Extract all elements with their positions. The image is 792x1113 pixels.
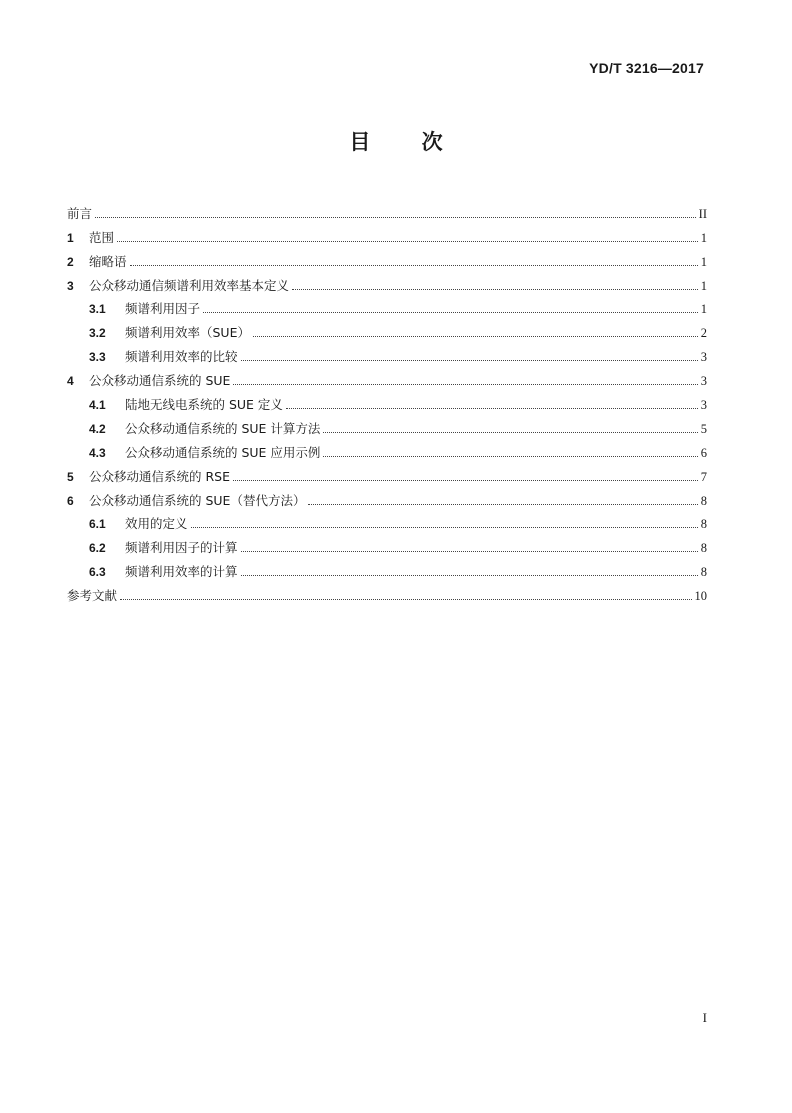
toc-entry[interactable] (67, 532, 707, 556)
toc-dot-leader (308, 503, 697, 505)
table-of-contents (67, 198, 707, 604)
toc-dot-leader (191, 526, 698, 528)
toc-entry-number: 4.2 (89, 421, 106, 436)
toc-entry[interactable] (67, 413, 707, 437)
toc-entry[interactable] (67, 580, 707, 604)
toc-entry-page: 10 (694, 589, 707, 604)
toc-dot-leader (323, 431, 697, 433)
toc-dot-leader (120, 598, 691, 600)
toc-dot-leader (323, 455, 697, 457)
toc-entry-page: 8 (700, 565, 707, 580)
toc-entry-page: 5 (700, 421, 707, 436)
toc-entry[interactable] (67, 198, 707, 222)
page-number: I (702, 1010, 707, 1025)
toc-dot-leader (286, 407, 698, 409)
toc-entry-number: 4.3 (89, 445, 106, 460)
toc-entry-label: 效用的定义 (125, 516, 188, 532)
page-title: 目 次 (349, 130, 465, 154)
toc-entry-page: 1 (700, 254, 707, 269)
toc-entry-page: 7 (700, 469, 707, 484)
toc-entry-number: 4 (67, 374, 74, 389)
toc-entry[interactable] (67, 485, 707, 509)
toc-entry-number: 6.2 (89, 541, 106, 556)
toc-dot-leader (117, 240, 698, 242)
toc-entry-page: 3 (700, 374, 707, 389)
toc-dot-leader (253, 335, 698, 337)
toc-dot-leader (241, 550, 698, 552)
toc-entry-number: 3.1 (89, 302, 106, 317)
toc-dot-leader (241, 359, 698, 361)
toc-entry-label: 频谱利用效率的计算 (125, 564, 238, 580)
toc-entry-page: 1 (700, 302, 707, 317)
toc-entry[interactable] (67, 294, 707, 318)
toc-entry-page: II (698, 206, 707, 221)
toc-entry-number: 4.1 (89, 398, 106, 413)
toc-dot-leader (233, 479, 698, 481)
toc-entry-number: 2 (67, 254, 74, 269)
toc-entry-page: 1 (700, 278, 707, 293)
toc-entry-label: 公众移动通信系统的 SUE 应用示例 (125, 444, 321, 460)
toc-entry-number: 5 (67, 469, 74, 484)
toc-entry[interactable] (67, 509, 707, 533)
toc-entry-number: 3 (67, 278, 74, 293)
toc-entry[interactable] (67, 365, 707, 389)
toc-entry-label: 频谱利用因子的计算 (125, 540, 238, 556)
standard-number: YD/T 3216—2017 (589, 60, 704, 76)
toc-entry-label: 前言 (67, 205, 93, 221)
toc-entry-label: 公众移动通信系统的 RSE (89, 468, 230, 484)
toc-dot-leader (130, 264, 698, 266)
toc-entry-page: 8 (700, 517, 707, 532)
toc-entry[interactable] (67, 556, 707, 580)
toc-entry[interactable] (67, 270, 707, 294)
toc-entry[interactable] (67, 461, 707, 485)
toc-entry-label: 范围 (89, 229, 115, 245)
toc-dot-leader (292, 288, 698, 290)
toc-entry-page: 1 (700, 230, 707, 245)
toc-entry-label: 公众移动通信系统的 SUE (89, 373, 231, 389)
toc-entry[interactable] (67, 341, 707, 365)
toc-entry-label: 频谱利用效率的比较 (125, 349, 238, 365)
toc-entry-page: 8 (700, 493, 707, 508)
toc-entry[interactable] (67, 389, 707, 413)
toc-entry-number: 3.2 (89, 326, 106, 341)
toc-entry-page: 6 (700, 445, 707, 460)
toc-dot-leader (203, 311, 698, 313)
toc-entry-label: 频谱利用因子 (125, 301, 201, 317)
toc-entry-page: 8 (700, 541, 707, 556)
toc-entry[interactable] (67, 222, 707, 246)
toc-entry-number: 6 (67, 493, 74, 508)
toc-entry-number: 3.3 (89, 350, 106, 365)
toc-dot-leader (95, 216, 696, 218)
toc-entry-label: 陆地无线电系统的 SUE 定义 (125, 397, 283, 413)
toc-entry[interactable] (67, 246, 707, 270)
toc-entry-label: 频谱利用效率（SUE） (125, 325, 250, 341)
toc-entry-label: 公众移动通信系统的 SUE 计算方法 (125, 420, 321, 436)
toc-entry[interactable] (67, 437, 707, 461)
toc-entry-number: 6.3 (89, 565, 106, 580)
toc-entry-label: 缩略语 (89, 253, 127, 269)
toc-entry-label: 公众移动通信频谱利用效率基本定义 (89, 277, 290, 293)
toc-dot-leader (233, 383, 697, 385)
toc-dot-leader (241, 574, 698, 576)
toc-entry-page: 3 (700, 398, 707, 413)
toc-entry[interactable] (67, 317, 707, 341)
toc-entry-number: 1 (67, 230, 74, 245)
toc-entry-label: 参考文献 (67, 588, 118, 604)
toc-entry-number: 6.1 (89, 517, 106, 532)
toc-entry-page: 3 (700, 350, 707, 365)
toc-entry-label: 公众移动通信系统的 SUE（替代方法） (89, 492, 306, 508)
toc-entry-page: 2 (700, 326, 707, 341)
